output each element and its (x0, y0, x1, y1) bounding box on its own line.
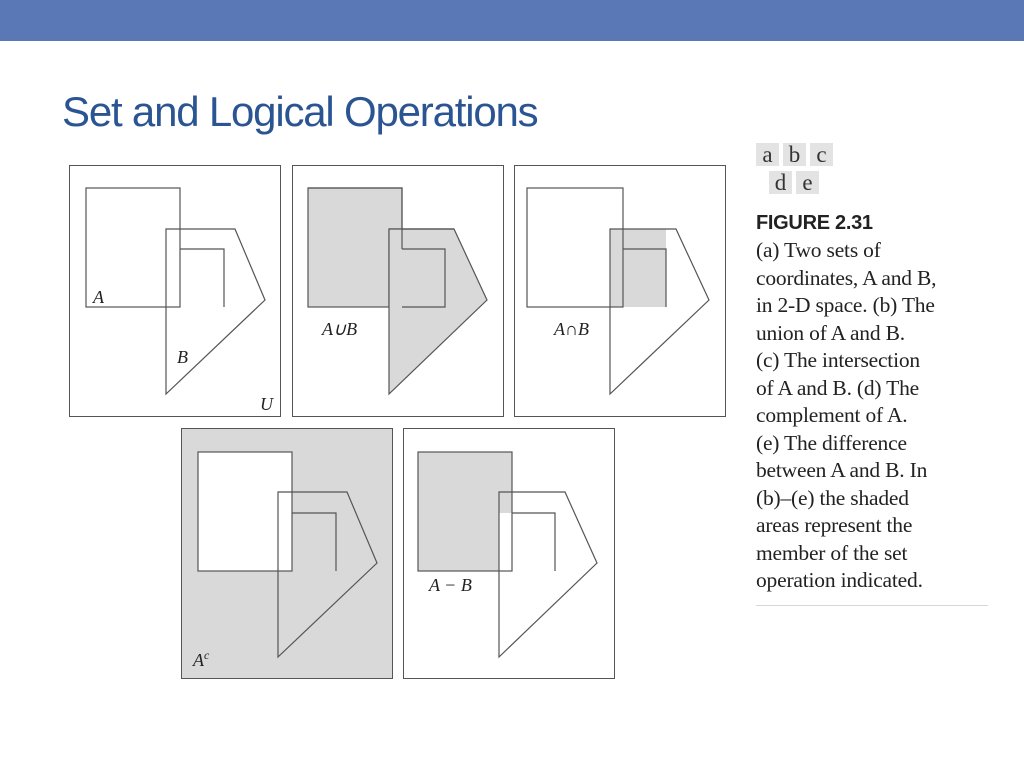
slide-title: Set and Logical Operations (62, 88, 538, 135)
caption-line: union of A and B. (756, 320, 905, 345)
panel-a (69, 165, 282, 418)
caption-line: coordinates, A and B, (756, 265, 937, 290)
tile-b: b (783, 143, 806, 166)
caption-line: in 2-D space. (b) The (756, 293, 935, 317)
panel-b (292, 165, 504, 418)
panel-c-drawing (514, 165, 726, 418)
panel-d (181, 428, 393, 680)
caption-divider (756, 605, 988, 606)
label-a: A (93, 287, 104, 307)
tile-c: c (810, 143, 833, 166)
caption-line: between A and B. In (756, 458, 928, 482)
caption-line: operation indicated. (756, 568, 923, 592)
tile-e: e (796, 171, 819, 194)
caption-line: areas represent the (756, 513, 913, 537)
top-bar (0, 0, 1024, 41)
caption-line: (e) The difference (756, 430, 907, 455)
complement-label: $A^c$ (193, 648, 210, 670)
intersection-region (610, 229, 666, 307)
caption-line: (a) Two sets of (756, 238, 881, 262)
caption-line: (c) The intersection (756, 348, 920, 372)
caption-line: (b)–(e) the shaded (756, 485, 909, 510)
caption-line: of A and B. (d) The (756, 375, 920, 400)
difference-label: A − B (429, 575, 472, 595)
union-a-region (308, 188, 402, 307)
panel-e-drawing (403, 428, 615, 680)
panel-e (403, 428, 615, 680)
panel-b-drawing (292, 165, 504, 418)
difference-region (418, 452, 512, 571)
union-label: A∪B (322, 319, 358, 339)
intersection-label: A∩B (554, 319, 589, 339)
caption-line: complement of A. (756, 403, 908, 427)
label-b: B (177, 347, 188, 367)
caption-line: member of the set (756, 540, 908, 565)
tile-d: d (769, 171, 792, 194)
label-universe: U (260, 394, 273, 414)
figure-title: FIGURE 2.31 (756, 212, 873, 234)
panel-d-drawing (181, 428, 393, 680)
tile-a: a (756, 143, 779, 166)
figure-caption (756, 212, 991, 595)
panel-c (514, 165, 726, 418)
